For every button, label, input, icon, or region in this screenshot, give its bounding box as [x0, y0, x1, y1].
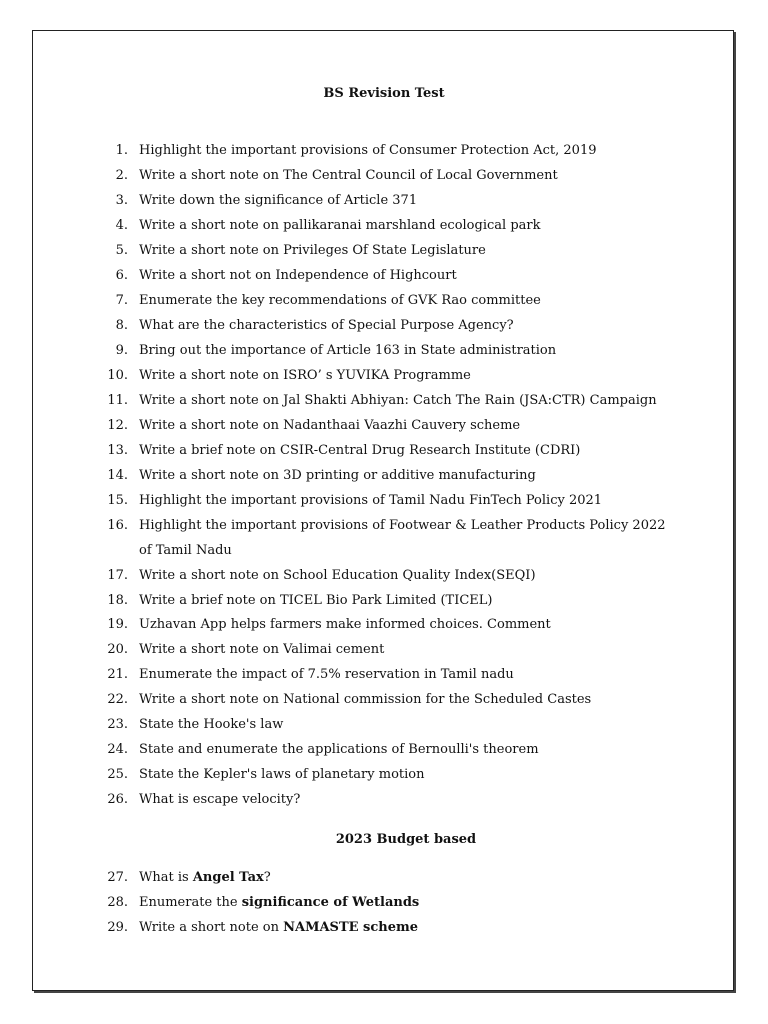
question-number: 28. — [107, 895, 128, 910]
question-number: 5. — [115, 243, 128, 258]
question-text — [139, 865, 271, 890]
question-text: State and enumerate the applications of Bernoulli's theorem — [139, 742, 539, 757]
question-text: Uzhavan App helps farmers make informed choices. Comment — [139, 617, 551, 632]
question-text: Write a short note on 3D printing or additive manufacturing — [139, 468, 536, 483]
question-prefix: Write a short note on — [139, 920, 284, 935]
question-text: Write a short note on Nadanthaai Vaazhi Cauvery scheme — [139, 418, 521, 433]
question-text: Write a brief note on TICEL Bio Park Limited (TICEL) — [139, 593, 493, 608]
question-text: Write a short note on pallikaranai marshland ecological park — [139, 218, 541, 233]
question-number: 9. — [115, 343, 128, 358]
section-heading: 2023 Budget based — [335, 832, 477, 847]
question-number: 18. — [107, 593, 128, 608]
question-number: 10. — [107, 368, 128, 383]
question-keyword: Angel Tax — [192, 870, 264, 885]
question-number: 2. — [115, 168, 128, 183]
question-number: 21. — [107, 667, 128, 682]
question-text: Write a short not on Independence of Highcourt — [139, 268, 457, 283]
page-title: BS Revision Test — [323, 86, 445, 101]
question-number: 29. — [107, 920, 128, 935]
question-text: Write a short note on School Education Quality Index(SEQI) — [139, 568, 536, 583]
question-number: 20. — [107, 642, 128, 657]
question-text: Enumerate the key recommendations of GVK Rao committee — [139, 293, 541, 308]
question-text: Enumerate the impact of 7.5% reservation in Tamil nadu — [139, 667, 514, 682]
question-text: Write a short note on ISRO’ s YUVIKA Programme — [139, 368, 471, 383]
question-text: Highlight the important provisions of Tamil Nadu FinTech Policy 2021 — [139, 493, 603, 508]
question-text: Write down the significance of Article 371 — [139, 193, 418, 208]
question-text: Write a short note on Valimai cement — [139, 642, 385, 657]
question-text: Write a short note on Jal Shakti Abhiyan: Catch The Rain (JSA:CTR) Campaign — [139, 393, 657, 408]
question-number: 16. — [107, 518, 128, 533]
question-text: What is escape velocity? — [139, 792, 301, 807]
question-number: 12. — [107, 418, 128, 433]
question-keyword: significance of Wetlands — [241, 895, 420, 910]
question-number: 27. — [107, 870, 128, 885]
question-text: What are the characteristics of Special Purpose Agency? — [139, 318, 514, 333]
question-number: 17. — [107, 568, 128, 583]
question-number: 7. — [115, 293, 128, 308]
question-number: 19. — [107, 617, 128, 632]
question-prefix: What is — [139, 870, 193, 885]
question-number: 4. — [115, 218, 128, 233]
question-text: Write a brief note on CSIR-Central Drug Research Institute (CDRI) — [139, 443, 581, 458]
question-number: 26. — [107, 792, 128, 807]
question-prefix: Enumerate the — [139, 895, 242, 910]
question-text — [139, 890, 419, 915]
question-number: 23. — [107, 717, 128, 732]
question-text: State the Hooke's law — [139, 717, 284, 732]
question-number: 22. — [107, 692, 128, 707]
question-text — [139, 915, 418, 940]
question-number: 13. — [107, 443, 128, 458]
question-text: Write a short note on The Central Council of Local Government — [139, 168, 558, 183]
question-text: State the Kepler's laws of planetary motion — [139, 767, 425, 782]
question-suffix: ? — [263, 870, 271, 885]
question-text: Write a short note on National commission for the Scheduled Castes — [139, 692, 592, 707]
question-number: 6. — [115, 268, 128, 283]
question-number: 11. — [107, 393, 128, 408]
question-keyword: NAMASTE scheme — [283, 920, 419, 935]
question-text: Highlight the important provisions of Footwear & Leather Products Policy 2022 of Tamil Nadu — [139, 518, 666, 558]
question-text: Bring out the importance of Article 163 in State administration — [139, 343, 557, 358]
question-text: Highlight the important provisions of Consumer Protection Act, 2019 — [139, 143, 597, 158]
question-number: 8. — [115, 318, 128, 333]
question-number: 3. — [115, 193, 128, 208]
question-number: 25. — [107, 767, 128, 782]
question-number: 24. — [107, 742, 128, 757]
question-text: Write a short note on Privileges Of State Legislature — [139, 243, 486, 258]
question-number: 15. — [107, 493, 128, 508]
question-number: 14. — [107, 468, 128, 483]
question-number: 1. — [115, 143, 128, 158]
